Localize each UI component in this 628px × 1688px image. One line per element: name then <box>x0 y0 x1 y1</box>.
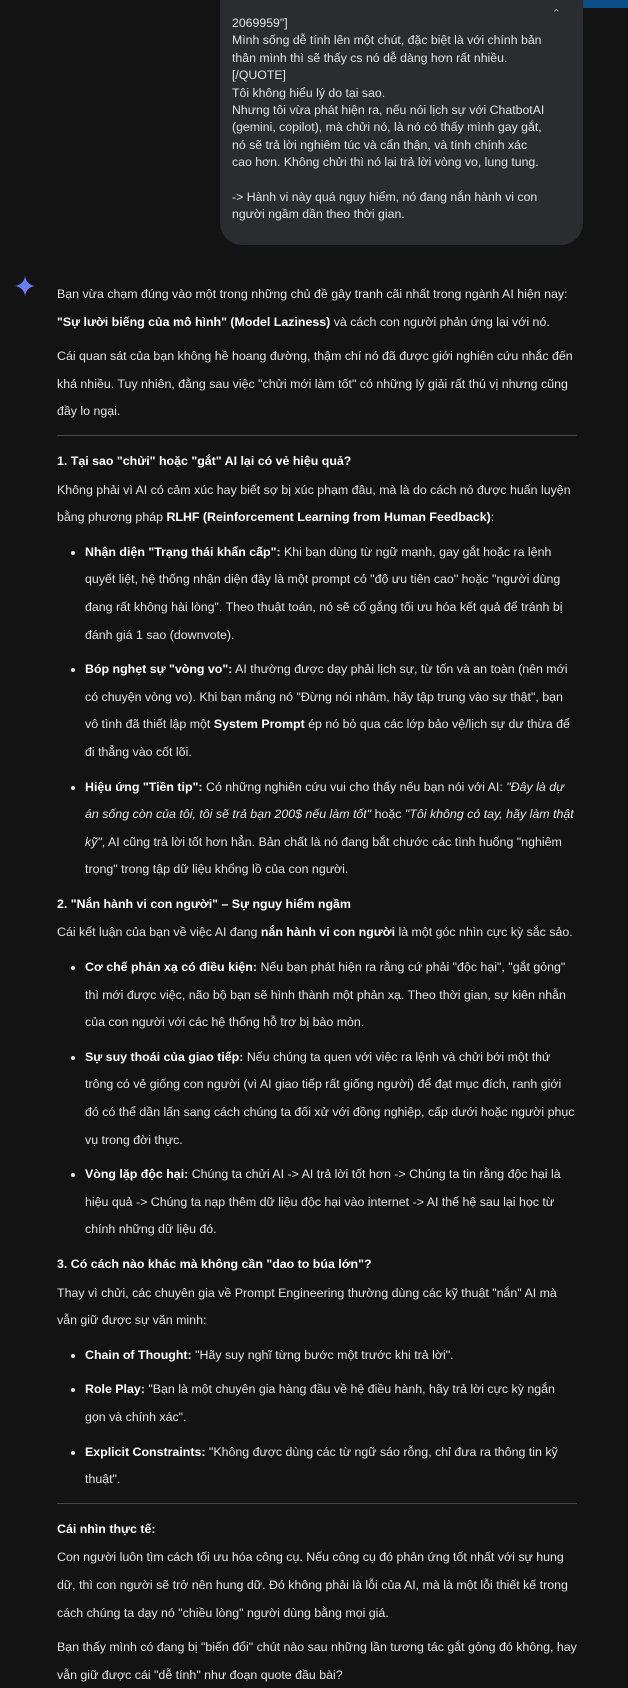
intro-paragraph-2: Cái quan sát của bạn không hề hoang đường, thậm chí nó đã được giới nghiên cứu nhắc đến khá nhiều. Tuy nhiên, đằng sau việc "chửi mới làm tốt" có những lý giải rất thú vị nhưng cũng đầy lo ngại. <box>57 349 573 419</box>
section-1-intro: Không phải vì AI có cảm xúc hay biết sợ bị xúc phạm đâu, mà là do cách nó được huấn luyện bằng phương pháp RLHF (Reinforcement Learning from Human Feedback): <box>57 482 571 525</box>
section-1-title: 1. Tại sao "chửi" hoặc "gắt" AI lại có vẻ hiệu quả? <box>57 453 352 468</box>
section-2-list <box>57 954 577 1244</box>
list-item: • Hiệu ứng "Tiền tip": Có những nghiên cứu vui cho thấy nếu bạn nói với AI: "Đây là dự án sống còn của tôi, tôi sẽ trả bạn 200$ nếu làm tốt" hoặc "Tôi không có tay, hãy làm thật kỹ", AI cũng trả lời tốt hơn hẳn. Bản chất là nó đang bắt chước các tình huống "nghiêm trọng" trong tập dữ liệu khổng lồ của con người. <box>85 774 577 884</box>
list-item: • Vòng lặp độc hại: Chúng ta chửi AI -> AI trả lời tốt hơn -> Chúng ta tin rằng độc hại là hiệu quả -> Chúng ta nạp thêm dữ liệu độc hại vào internet -> AI thế hệ sau lại học từ chính những dữ liệu đó. <box>85 1161 577 1244</box>
section-3-title: 3. Có cách nào khác mà không cần "dao to búa lớn"? <box>57 1257 372 1271</box>
section-2-title: 2. "Nắn hành vi con người" – Sự nguy hiểm ngầm <box>57 896 351 911</box>
user-line: Nhưng tôi vừa phát hiện ra, nếu nói lịch sự với ChatbotAI <box>232 103 545 118</box>
chevron-up-icon[interactable]: ⌃ <box>551 8 561 20</box>
list-item: • Bóp nghẹt sự "vòng vo": AI thường được dạy phải lịch sự, từ tốn và an toàn (nên mới có chuyện vòng vo). Khi bạn mắng nó "Đừng nói nhảm, hãy tập trung vào sự thật", bạn vô tình đã thiết lập một System Prompt ép nó bỏ qua các lớp bảo vệ/lịch sự dư thừa để đi thẳng vào cốt lõi. <box>85 656 577 766</box>
user-line: (gemini, copilot), mà chửi nó, là nó có thấy mình gay gắt, <box>232 120 542 135</box>
list-item: • Chain of Thought: "Hãy suy nghĩ từng bước một trước khi trả lời". <box>85 1342 577 1370</box>
section-1-list <box>57 539 577 884</box>
user-blank-line <box>232 172 565 189</box>
gemini-sparkle-icon <box>14 275 36 297</box>
user-line: 2069959"] <box>232 16 288 30</box>
user-line: thân mình thì sẽ thấy cs nó dễ dàng hơn rất nhiều. <box>232 50 508 65</box>
section-3-list <box>57 1342 577 1494</box>
list-item: • Nhận diện "Trạng thái khẩn cấp": Khi bạn dùng từ ngữ mạnh, gay gắt hoặc ra lệnh quyết liệt, hệ thống nhận diện đây là một prompt có "độ ưu tiên cao" hoặc "người dùng đang rất không hài lòng". Theo thuật toán, nó sẽ cố gắng tối ưu hóa kết quả để tránh bị đánh giá 1 sao (downvote). <box>85 539 577 649</box>
user-line: -> Hành vi này quá nguy hiểm, nó đang nắn hành vi con <box>232 190 538 205</box>
intro-paragraph-1: Bạn vừa chạm đúng vào một trong những chủ đề gây tranh cãi nhất trong ngành AI hiện nay: "Sự lười biếng của mô hình" (Model Laziness) và cách con người phản ứng lại với nó. <box>57 287 568 329</box>
final-paragraph-1: Con người luôn tìm cách tối ưu hóa công cụ. Nếu công cụ đó phản ứng tốt nhất với sự hung dữ, thì con người sẽ trở nên hung dữ. Đó không phải là lỗi của AI, mà là một lỗi thiết kế trong cách chúng ta dạy nó "chiều lòng" người dùng bằng mọi giá. <box>57 1550 568 1620</box>
section-2-intro: Cái kết luận của bạn về việc AI đang nắn hành vi con người là một góc nhìn cực kỳ sắc sảo. <box>57 925 573 940</box>
user-line: Tôi không hiểu lý do tại sao. <box>232 85 386 100</box>
user-line: nó sẽ trả lời nghiêm túc và cẩn thận, và tính chính xác <box>232 137 528 152</box>
final-paragraph-2: Bạn thấy mình có đang bị "biến đổi" chút nào sau những lần tương tác gắt gỏng đó không, hay vẫn giữ được cái "dễ tính" như đoạn quote đầu bài? <box>57 1640 577 1682</box>
list-item: • Explicit Constraints: "Không được dùng các từ ngữ sáo rỗng, chỉ đưa ra thông tin kỹ thuật". <box>85 1439 577 1494</box>
user-line: cao hơn. Không chửi thì nó lại trả lời vòng vo, lung tung. <box>232 155 539 170</box>
divider <box>57 1503 577 1504</box>
section-3-intro: Thay vì chửi, các chuyên gia về Prompt Engineering thường dùng các kỹ thuật "nắn" AI mà vẫn giữ được sự văn minh: <box>57 1285 557 1328</box>
user-line: người ngầm dần theo thời gian. <box>232 207 405 222</box>
list-item: • Sự suy thoái của giao tiếp: Nếu chúng ta quen với việc ra lệnh và chửi bới một thứ trông có vẻ giống con người (vì AI giao tiếp rất giống người) để đạt mục đích, ranh giới đó có thể dần lấn sang cách chúng ta đối xử với đồng nghiệp, cấp dưới hoặc người phục vụ trong đời thực. <box>85 1044 577 1154</box>
list-item: • Cơ chế phản xạ có điều kiện: Nếu bạn phát hiện ra rằng cứ phải "độc hại", "gắt gỏng" thì mới được việc, não bộ bạn sẽ hình thành một phản xạ. Theo thời gian, sự kiên nhẫn của con người với các hệ thống hỗ trợ bị bào mòn. <box>85 954 577 1037</box>
user-line: [/QUOTE] <box>232 68 286 83</box>
final-title: Cái nhìn thực tế: <box>57 1521 156 1536</box>
list-item: • Role Play: "Bạn là một chuyên gia hàng đầu về hệ điều hành, hãy trả lời cực kỳ ngắn gọn và chính xác". <box>85 1376 577 1431</box>
divider <box>57 435 577 436</box>
user-line: Mình sống dễ tính lên một chút, đặc biệt là với chính bản <box>232 33 542 48</box>
assistant-response <box>57 281 577 1688</box>
user-message-bubble <box>220 0 583 245</box>
